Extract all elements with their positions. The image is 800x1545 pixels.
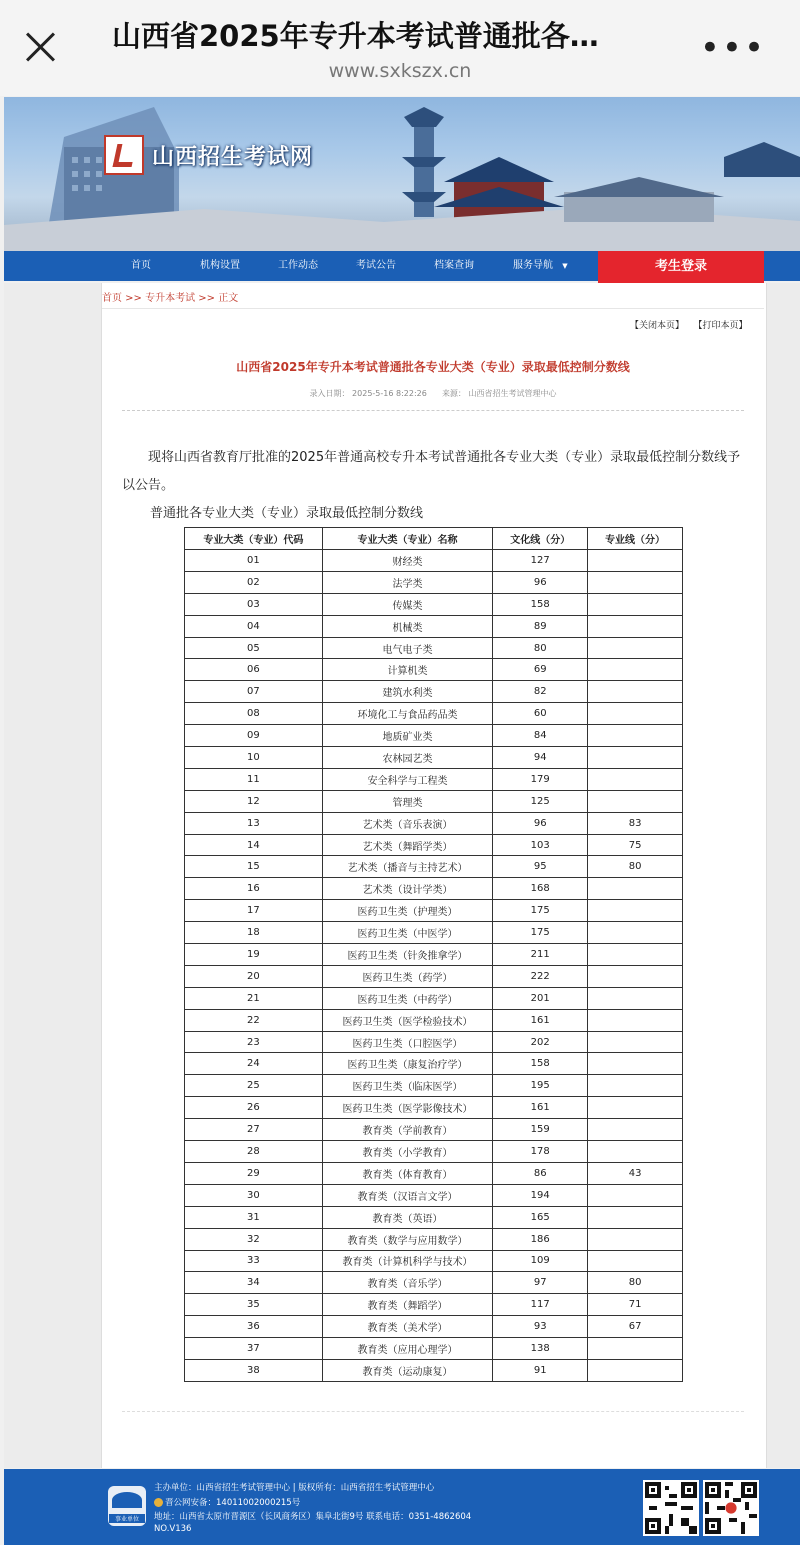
- cell-name: 计算机类: [322, 659, 493, 681]
- cell-name: 教育类（运动康复）: [322, 1359, 493, 1381]
- cell-code: 32: [185, 1228, 323, 1250]
- cell-major-score: [588, 1206, 683, 1228]
- footer-address: 地址：山西省太原市晋源区（长风商务区）集阜北街9号 联系电话：0351-4862604: [154, 1512, 472, 1522]
- table-row: [185, 747, 683, 769]
- cell-culture-score: 84: [493, 725, 588, 747]
- logo-icon: [104, 135, 144, 175]
- cell-major-score: [588, 1009, 683, 1031]
- cell-culture-score: 158: [493, 1053, 588, 1075]
- cell-culture-score: 195: [493, 1075, 588, 1097]
- cell-major-score: [588, 615, 683, 637]
- table-body: [185, 550, 683, 1382]
- cell-name: 医药卫生类（药学）: [322, 965, 493, 987]
- nav-item-home[interactable]: 首页: [131, 260, 151, 271]
- table-row: [185, 725, 683, 747]
- nav-item-news[interactable]: 工作动态: [278, 260, 318, 271]
- footer-icp-text: 晋公网安备：14011002000215号: [165, 1498, 301, 1508]
- article-tools: [630, 318, 762, 331]
- cell-culture-score: 222: [493, 965, 588, 987]
- cell-culture-score: 202: [493, 1031, 588, 1053]
- qr-code-icon: [705, 1482, 757, 1534]
- table-row: [185, 1294, 683, 1316]
- table-row: [185, 1206, 683, 1228]
- cell-code: 20: [185, 965, 323, 987]
- cell-major-score: [588, 1184, 683, 1206]
- cell-name: 教育类（舞蹈学）: [322, 1294, 493, 1316]
- divider: [122, 1411, 744, 1412]
- cell-culture-score: 179: [493, 768, 588, 790]
- cell-name: 安全科学与工程类: [322, 768, 493, 790]
- cell-code: 16: [185, 878, 323, 900]
- footer-sponsor: 主办单位：山西省招生考试管理中心 | 版权所有：山西省招生考试管理中心: [154, 1483, 435, 1493]
- cell-major-score: [588, 703, 683, 725]
- table-row: [185, 1316, 683, 1338]
- cell-major-score: [588, 747, 683, 769]
- cell-code: 33: [185, 1250, 323, 1272]
- chevron-down-icon: ▼: [562, 262, 568, 270]
- cell-culture-score: 97: [493, 1272, 588, 1294]
- cell-code: 28: [185, 1141, 323, 1163]
- table-row: [185, 615, 683, 637]
- table-row: [185, 1031, 683, 1053]
- badge-label: 事业单位: [109, 1514, 145, 1523]
- article-paragraph: 现将山西省教育厅批准的2025年普通高校专升本考试普通批各专业大类（专业）录取最低控制分数线予以公告。: [122, 450, 741, 493]
- table-row: [185, 1338, 683, 1360]
- cell-culture-score: 168: [493, 878, 588, 900]
- cell-code: 18: [185, 922, 323, 944]
- table-row: [185, 571, 683, 593]
- header-culture-score: 文化线（分）: [493, 528, 588, 550]
- cell-major-score: 43: [588, 1162, 683, 1184]
- cell-major-score: 75: [588, 834, 683, 856]
- cell-major-score: [588, 550, 683, 572]
- more-menu-icon[interactable]: •••: [699, 28, 766, 68]
- cell-culture-score: 94: [493, 747, 588, 769]
- cell-major-score: [588, 1250, 683, 1272]
- cell-name: 机械类: [322, 615, 493, 637]
- cell-name: 教育类（小学教育）: [322, 1141, 493, 1163]
- cell-name: 医药卫生类（中医学）: [322, 922, 493, 944]
- cell-culture-score: 165: [493, 1206, 588, 1228]
- cell-culture-score: 138: [493, 1338, 588, 1360]
- cell-code: 27: [185, 1119, 323, 1141]
- cell-major-score: [588, 944, 683, 966]
- nav-item-announcements[interactable]: 考试公告: [356, 260, 396, 271]
- cell-major-score: 71: [588, 1294, 683, 1316]
- cell-name: 传媒类: [322, 593, 493, 615]
- cell-code: 13: [185, 812, 323, 834]
- nav-item-records[interactable]: 档案查询: [434, 260, 474, 271]
- table-row: [185, 856, 683, 878]
- cell-culture-score: 93: [493, 1316, 588, 1338]
- cell-code: 22: [185, 1009, 323, 1031]
- cell-major-score: [588, 1053, 683, 1075]
- table-row: [185, 812, 683, 834]
- divider: [122, 410, 744, 411]
- table-row: [185, 1162, 683, 1184]
- qr-code-2: [703, 1480, 759, 1536]
- cell-culture-score: 95: [493, 856, 588, 878]
- cell-name: 法学类: [322, 571, 493, 593]
- cell-major-score: [588, 725, 683, 747]
- divider: [102, 308, 764, 309]
- cell-code: 05: [185, 637, 323, 659]
- candidate-login-button[interactable]: 考生登录: [598, 251, 764, 283]
- cell-culture-score: 175: [493, 922, 588, 944]
- cell-code: 36: [185, 1316, 323, 1338]
- table-row: [185, 987, 683, 1009]
- cell-name: 管理类: [322, 790, 493, 812]
- cell-code: 25: [185, 1075, 323, 1097]
- cell-culture-score: 125: [493, 790, 588, 812]
- table-row: [185, 900, 683, 922]
- cell-culture-score: 117: [493, 1294, 588, 1316]
- cell-major-score: [588, 1359, 683, 1381]
- institution-badge[interactable]: [108, 1486, 146, 1526]
- cell-name: 教育类（美术学）: [322, 1316, 493, 1338]
- cell-culture-score: 103: [493, 834, 588, 856]
- qr-code-icon: [645, 1482, 697, 1534]
- cell-major-score: [588, 1119, 683, 1141]
- print-page-link[interactable]: 【打印本页】: [698, 321, 748, 331]
- cell-name: 艺术类（舞蹈学类）: [322, 834, 493, 856]
- cell-major-score: 67: [588, 1316, 683, 1338]
- cell-major-score: 80: [588, 1272, 683, 1294]
- cell-name: 电气电子类: [322, 637, 493, 659]
- cell-name: 环境化工与食品药品类: [322, 703, 493, 725]
- cell-code: 02: [185, 571, 323, 593]
- cell-code: 11: [185, 768, 323, 790]
- close-icon[interactable]: [22, 28, 58, 64]
- cell-name: 艺术类（音乐表演）: [322, 812, 493, 834]
- table-row: [185, 1184, 683, 1206]
- nav-item-services[interactable]: [513, 251, 568, 281]
- cell-name: 医药卫生类（康复治疗学）: [322, 1053, 493, 1075]
- cell-name: 建筑水利类: [322, 681, 493, 703]
- cell-culture-score: 178: [493, 1141, 588, 1163]
- table-row: [185, 593, 683, 615]
- cell-code: 19: [185, 944, 323, 966]
- cell-name: 艺术类（播音与主持艺术）: [322, 856, 493, 878]
- table-row: [185, 637, 683, 659]
- qr-code-1: [643, 1480, 699, 1536]
- cell-code: 06: [185, 659, 323, 681]
- cell-code: 09: [185, 725, 323, 747]
- article-date: 录入日期： 2025-5-16 8:22:26: [309, 389, 427, 398]
- cell-major-score: [588, 1075, 683, 1097]
- cell-name: 财经类: [322, 550, 493, 572]
- cell-culture-score: 201: [493, 987, 588, 1009]
- cell-name: 教育类（应用心理学）: [322, 1338, 493, 1360]
- cell-code: 14: [185, 834, 323, 856]
- nav-item-organization[interactable]: 机构设置: [200, 260, 240, 271]
- cell-code: 01: [185, 550, 323, 572]
- cell-major-score: [588, 571, 683, 593]
- cell-major-score: [588, 922, 683, 944]
- logo-text: 山西招生考试网: [152, 143, 314, 170]
- cell-major-score: [588, 593, 683, 615]
- table-row: [185, 681, 683, 703]
- cell-culture-score: 80: [493, 637, 588, 659]
- table-row: [185, 834, 683, 856]
- cell-name: 教育类（计算机科学与技术）: [322, 1250, 493, 1272]
- table-row: [185, 1119, 683, 1141]
- table-row: [185, 1075, 683, 1097]
- police-badge-icon: [154, 1498, 163, 1507]
- cell-major-score: [588, 878, 683, 900]
- cell-code: 29: [185, 1162, 323, 1184]
- cell-culture-score: 86: [493, 1162, 588, 1184]
- cell-culture-score: 91: [493, 1359, 588, 1381]
- cell-name: 地质矿业类: [322, 725, 493, 747]
- cell-culture-score: 69: [493, 659, 588, 681]
- cell-code: 10: [185, 747, 323, 769]
- breadcrumb[interactable]: 首页 >> 专升本考试 >> 正文: [102, 293, 239, 304]
- cell-code: 15: [185, 856, 323, 878]
- cell-culture-score: 211: [493, 944, 588, 966]
- table-header-row: [185, 528, 683, 550]
- table-row: [185, 1228, 683, 1250]
- page-url: www.sxkszx.cn: [328, 60, 472, 82]
- cell-culture-score: 175: [493, 900, 588, 922]
- cell-major-score: [588, 659, 683, 681]
- cell-name: 教育类（英语）: [322, 1206, 493, 1228]
- cell-code: 34: [185, 1272, 323, 1294]
- article-title: 山西省2025年专升本考试普通批各专业大类（专业）录取最低控制分数线: [236, 360, 630, 374]
- cell-name: 教育类（学前教育）: [322, 1119, 493, 1141]
- table-row: [185, 944, 683, 966]
- cell-code: 08: [185, 703, 323, 725]
- cell-code: 37: [185, 1338, 323, 1360]
- cell-name: 医药卫生类（医学影像技术）: [322, 1097, 493, 1119]
- footer-version: NO.V136: [154, 1524, 192, 1534]
- cell-name: 医药卫生类（护理类）: [322, 900, 493, 922]
- cell-major-score: [588, 987, 683, 1009]
- cell-code: 12: [185, 790, 323, 812]
- cell-culture-score: 127: [493, 550, 588, 572]
- cell-culture-score: 82: [493, 681, 588, 703]
- cell-culture-score: 161: [493, 1009, 588, 1031]
- cell-name: 农林园艺类: [322, 747, 493, 769]
- article-source: 来源： 山西省招生考试管理中心: [441, 389, 557, 398]
- cell-name: 艺术类（设计学类）: [322, 878, 493, 900]
- cell-major-score: [588, 768, 683, 790]
- table-row: [185, 922, 683, 944]
- cell-code: 21: [185, 987, 323, 1009]
- cell-code: 31: [185, 1206, 323, 1228]
- cell-name: 教育类（体育教育）: [322, 1162, 493, 1184]
- cell-code: 03: [185, 593, 323, 615]
- cell-culture-score: 60: [493, 703, 588, 725]
- page-title: 山西省2025年专升本考试普通批各…: [112, 19, 599, 53]
- article-meta: [102, 388, 764, 399]
- cell-culture-score: 89: [493, 615, 588, 637]
- cell-name: 教育类（数学与应用数学）: [322, 1228, 493, 1250]
- cell-name: 教育类（音乐学）: [322, 1272, 493, 1294]
- table-row: [185, 703, 683, 725]
- table-row: [185, 1359, 683, 1381]
- cell-major-score: [588, 790, 683, 812]
- header-code: 专业大类（专业）代码: [185, 528, 323, 550]
- cell-code: 07: [185, 681, 323, 703]
- table-row: [185, 1272, 683, 1294]
- header-name: 专业大类（专业）名称: [322, 528, 493, 550]
- cell-major-score: [588, 1141, 683, 1163]
- table-caption: 普通批各专业大类（专业）录取最低控制分数线: [150, 506, 424, 521]
- cell-major-score: [588, 1031, 683, 1053]
- cell-culture-score: 96: [493, 812, 588, 834]
- cell-code: 26: [185, 1097, 323, 1119]
- cell-major-score: 83: [588, 812, 683, 834]
- cell-major-score: [588, 965, 683, 987]
- cell-code: 04: [185, 615, 323, 637]
- table-row: [185, 659, 683, 681]
- cell-culture-score: 109: [493, 1250, 588, 1272]
- table-row: [185, 790, 683, 812]
- cell-culture-score: 96: [493, 571, 588, 593]
- cell-major-score: [588, 1097, 683, 1119]
- cell-code: 35: [185, 1294, 323, 1316]
- nav-item-services-label: 服务导航: [513, 260, 553, 271]
- cell-name: 医药卫生类（口腔医学）: [322, 1031, 493, 1053]
- cell-major-score: [588, 681, 683, 703]
- table-row: [185, 1250, 683, 1272]
- site-logo[interactable]: [104, 135, 313, 175]
- cell-code: 23: [185, 1031, 323, 1053]
- cell-culture-score: 194: [493, 1184, 588, 1206]
- cell-major-score: 80: [588, 856, 683, 878]
- table-row: [185, 768, 683, 790]
- cell-culture-score: 186: [493, 1228, 588, 1250]
- cell-name: 医药卫生类（中药学）: [322, 987, 493, 1009]
- cell-major-score: [588, 1228, 683, 1250]
- table-row: [185, 1141, 683, 1163]
- table-row: [185, 878, 683, 900]
- cell-code: 17: [185, 900, 323, 922]
- cell-code: 38: [185, 1359, 323, 1381]
- cell-culture-score: 161: [493, 1097, 588, 1119]
- browser-top-bar: [0, 0, 800, 96]
- cell-major-score: [588, 900, 683, 922]
- cell-code: 30: [185, 1184, 323, 1206]
- cell-name: 医药卫生类（临床医学）: [322, 1075, 493, 1097]
- cell-code: 24: [185, 1053, 323, 1075]
- table-row: [185, 1009, 683, 1031]
- cell-culture-score: 158: [493, 593, 588, 615]
- cell-name: 教育类（汉语言文学）: [322, 1184, 493, 1206]
- table-row: [185, 1053, 683, 1075]
- cell-name: 医药卫生类（医学检验技术）: [322, 1009, 493, 1031]
- cell-culture-score: 159: [493, 1119, 588, 1141]
- cell-major-score: [588, 637, 683, 659]
- table-row: [185, 965, 683, 987]
- footer-icp[interactable]: [154, 1496, 300, 1508]
- score-table: [184, 527, 683, 1382]
- header-major-score: 专业线（分）: [588, 528, 683, 550]
- cell-major-score: [588, 1338, 683, 1360]
- table-row: [185, 1097, 683, 1119]
- table-row: [185, 550, 683, 572]
- close-page-link[interactable]: 【关闭本页】: [630, 321, 685, 331]
- cell-name: 医药卫生类（针灸推拿学）: [322, 944, 493, 966]
